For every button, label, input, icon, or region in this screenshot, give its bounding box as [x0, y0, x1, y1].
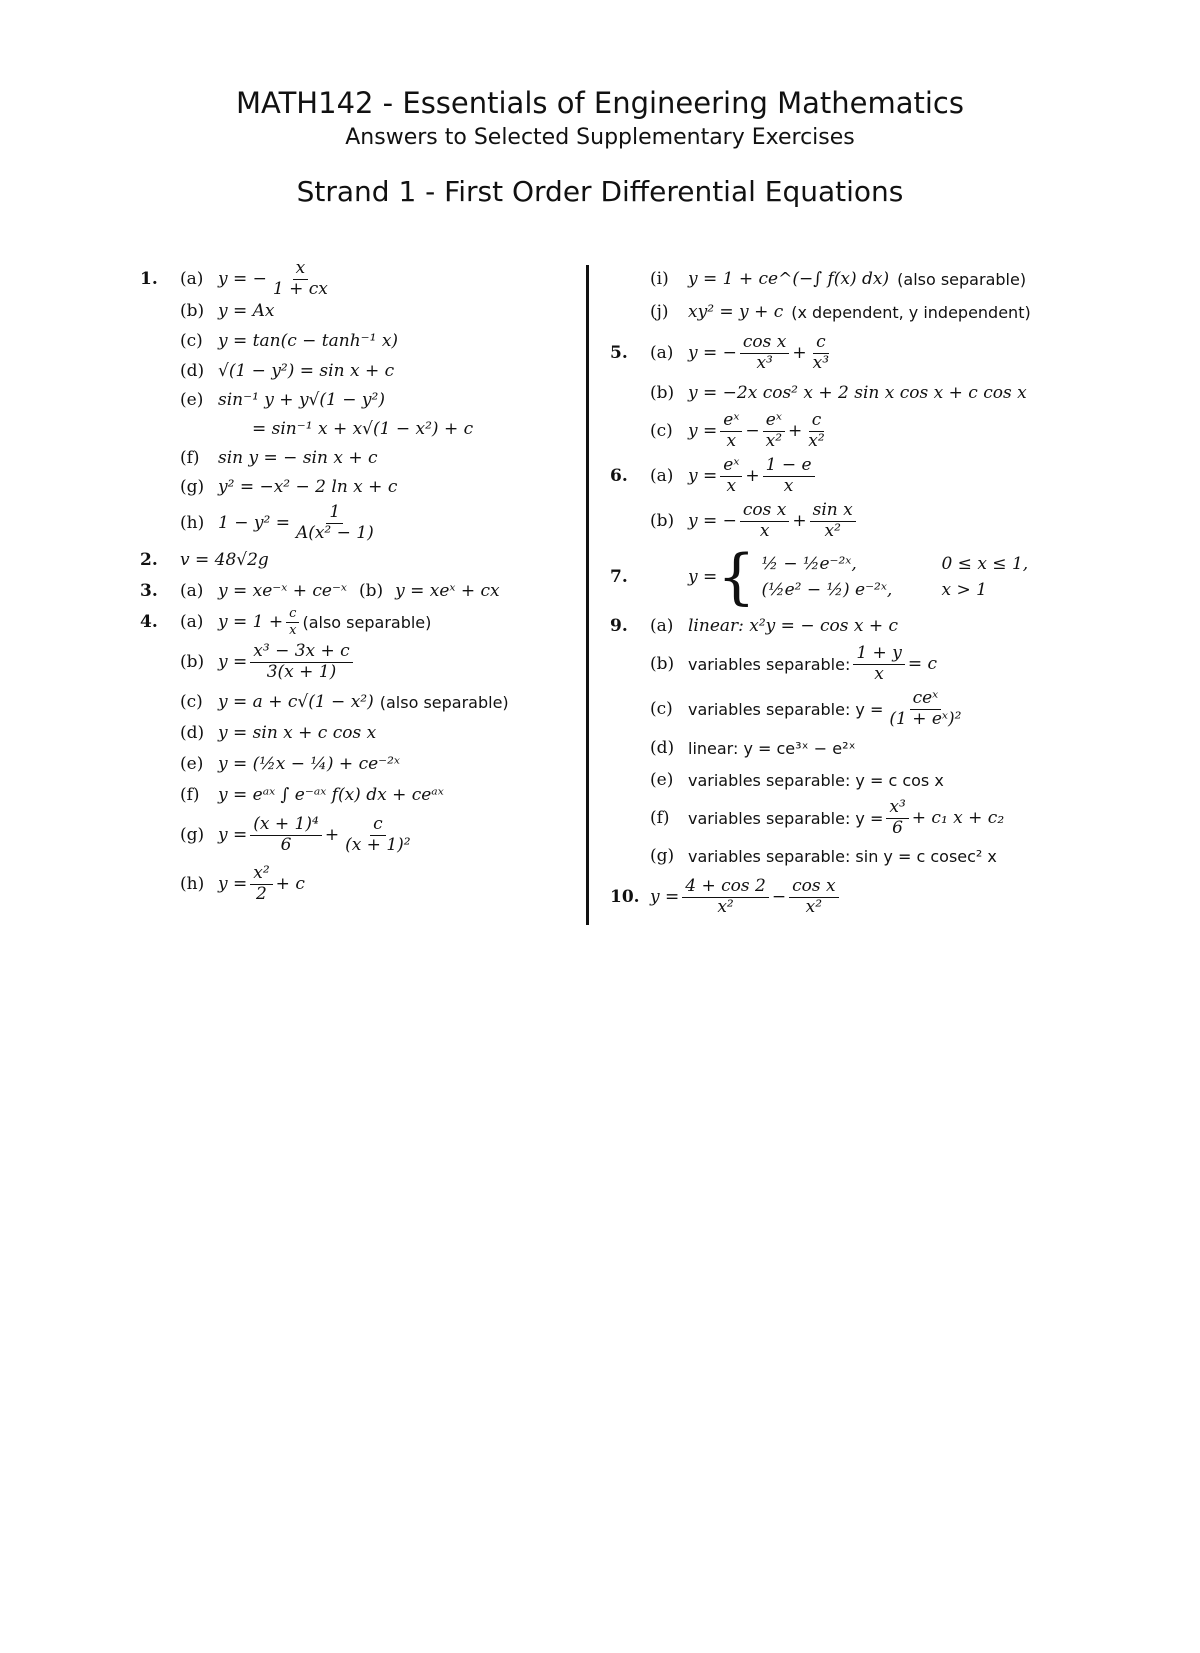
denominator: x [289, 622, 297, 638]
formula: xy² = y + c [688, 302, 784, 322]
formula: y = [650, 887, 680, 907]
formula: y = a + c√(1 − x²) [218, 692, 374, 712]
answer-9c [610, 686, 1080, 732]
fraction [286, 607, 299, 637]
fraction [250, 813, 322, 855]
fraction [763, 454, 815, 496]
answer-1e-cont [140, 414, 570, 444]
numerator: x² [250, 865, 272, 885]
note: (also separable) [379, 692, 509, 712]
part-label: (b) [650, 654, 675, 674]
formula: y = [218, 874, 248, 894]
denominator: A(x² − 1) [295, 522, 374, 543]
fraction [720, 454, 742, 496]
numerator: ceˣ [910, 690, 942, 710]
formula: y = [218, 652, 248, 672]
fraction [853, 642, 904, 684]
column-divider [586, 265, 589, 925]
answer-1e [140, 386, 570, 414]
formula: sin y = − sin x + c [218, 448, 378, 468]
numerator: cos x [740, 502, 789, 522]
numerator: eˣ [720, 457, 742, 477]
formula: y = − [218, 269, 267, 289]
question-number: 6. [610, 466, 628, 486]
fraction [270, 257, 331, 299]
part-label: (c) [180, 692, 203, 712]
fraction [720, 409, 742, 451]
formula: y = − [688, 511, 737, 531]
question-number: 7. [610, 567, 628, 587]
answer-9f [610, 796, 1080, 840]
numerator: sin x [810, 502, 856, 522]
answer-4d [140, 718, 570, 748]
part-label: (b) [358, 581, 384, 601]
denominator: 3(x + 1) [266, 661, 337, 682]
operator: + [324, 825, 340, 845]
numerator: c [809, 412, 825, 432]
denominator: x [726, 475, 737, 496]
answer-5a [610, 328, 1080, 378]
answer-1d [140, 356, 570, 386]
piecewise-cases [761, 554, 1028, 600]
formula: y = − [688, 343, 737, 363]
formula: = c [907, 654, 937, 674]
fraction [789, 875, 838, 917]
page-title: MATH142 - Essentials of Engineering Mathematics [235, 86, 964, 120]
part-label: (a) [180, 612, 204, 632]
fraction [886, 687, 964, 729]
denominator: x [783, 475, 794, 496]
fraction [250, 640, 352, 682]
formula: y² = −x² − 2 ln x + c [218, 477, 398, 497]
part-label: (d) [180, 723, 205, 743]
part-label: (b) [650, 383, 675, 403]
part-label: (j) [650, 302, 669, 322]
numerator: c [286, 607, 299, 623]
answer-4g [140, 810, 570, 860]
formula: y = [688, 567, 718, 587]
fraction [740, 499, 789, 541]
numerator: 1 [326, 504, 343, 524]
part-label: (b) [650, 511, 675, 531]
answer-5c [610, 408, 1080, 454]
fraction [740, 331, 789, 373]
numerator: 1 + y [853, 645, 904, 665]
fraction [682, 875, 769, 917]
part-label: (g) [180, 477, 205, 497]
numerator: cos x [789, 878, 838, 898]
part-label: (b) [180, 301, 205, 321]
numerator: c [370, 816, 386, 836]
question-number: 4. [140, 612, 158, 632]
case-expression: (½e² − ½) e⁻²ˣ, [761, 580, 893, 600]
denominator: x² [805, 896, 823, 917]
denominator: x [759, 520, 770, 541]
formula: y = [688, 421, 718, 441]
case-condition: 0 ≤ x ≤ 1, [941, 554, 1029, 574]
formula: y = (½x − ¼) + ce⁻²ˣ [218, 754, 400, 774]
denominator: x² [824, 520, 841, 541]
formula: y = eᵃˣ ∫ e⁻ᵃˣ f(x) dx + ceᵃˣ [218, 785, 444, 805]
formula: 1 − y² = [218, 513, 290, 533]
formula: y = [688, 466, 718, 486]
answer-5b [610, 378, 1080, 408]
part-label: (a) [650, 466, 674, 486]
formula: variables separable: sin y = c cosec² x [688, 846, 997, 866]
answer-4i [610, 262, 1080, 296]
formula: y = xeˣ + cx [395, 581, 500, 601]
answer-4j [610, 296, 1080, 328]
left-brace-icon: { [717, 542, 756, 612]
numerator: eˣ [763, 412, 785, 432]
right-column [610, 262, 1080, 922]
formula: y = 1 + ce^(−∫ f(x) dx) [688, 269, 890, 289]
fraction [810, 331, 832, 373]
question-number: 5. [610, 343, 628, 363]
formula: + c [275, 874, 305, 894]
part-label: (e) [180, 390, 204, 410]
denominator: x² [765, 430, 783, 451]
case-condition: x > 1 [941, 580, 987, 600]
question-number: 2. [140, 550, 158, 570]
fraction [763, 409, 785, 451]
answer-6a [610, 454, 1080, 498]
answer-9g [610, 840, 1080, 872]
answer-3 [140, 576, 570, 606]
formula: + c₁ x + c₂ [911, 808, 1005, 828]
part-label: (b) [180, 652, 205, 672]
formula: y = [218, 825, 248, 845]
formula: y = 1 + [218, 612, 284, 632]
answer-1h [140, 502, 570, 544]
numerator: cos x [740, 334, 789, 354]
formula: sin⁻¹ y + y√(1 − y²) [218, 390, 385, 410]
strand-heading: Strand 1 - First Order Differential Equations [296, 175, 904, 208]
numerator: x [293, 260, 309, 280]
part-label: (c) [650, 699, 673, 719]
operator: − [745, 421, 760, 441]
part-label: (a) [180, 581, 204, 601]
answer-9d [610, 732, 1080, 764]
numerator: x³ [886, 799, 908, 819]
answer-4c [140, 686, 570, 718]
answer-6b [610, 498, 1080, 544]
denominator: (1 + eˣ)² [889, 708, 962, 729]
answer-1c [140, 326, 570, 356]
part-label: (a) [650, 616, 674, 636]
answer-10 [610, 872, 1080, 922]
answer-4b [140, 638, 570, 686]
part-label: (h) [180, 874, 205, 894]
denominator: 1 + cx [272, 278, 328, 299]
denominator: x³ [756, 352, 773, 373]
denominator: 2 [256, 883, 267, 904]
part-label: (a) [650, 343, 674, 363]
part-label: (d) [650, 738, 675, 758]
part-label: (c) [650, 421, 673, 441]
formula: linear: y = ce³ˣ − e²ˣ [688, 738, 856, 758]
answer-9e [610, 764, 1080, 796]
question-number: 3. [140, 581, 158, 601]
numerator: (x + 1)⁴ [250, 816, 322, 836]
denominator: 6 [892, 817, 903, 838]
part-label: (g) [650, 846, 675, 866]
formula: y = tan(c − tanh⁻¹ x) [218, 331, 399, 351]
fraction [810, 499, 856, 541]
operator: + [788, 421, 803, 441]
note: (x dependent, y independent) [791, 302, 1031, 322]
formula: y = xe⁻ˣ + ce⁻ˣ [218, 581, 347, 601]
part-label: (h) [180, 513, 205, 533]
numerator: eˣ [720, 412, 742, 432]
formula: y = Ax [218, 301, 275, 321]
operator: − [771, 887, 787, 907]
operator: + [792, 511, 807, 531]
left-column [140, 257, 570, 908]
fraction [293, 501, 377, 543]
denominator: x³ [812, 352, 830, 373]
answer-4h [140, 860, 570, 908]
part-label: (i) [650, 269, 669, 289]
formula: variables separable: y = c cos x [688, 770, 944, 790]
note: variables separable: y = [688, 699, 884, 719]
question-number: 9. [610, 616, 628, 636]
answer-1f [140, 444, 570, 472]
denominator: x [874, 663, 884, 684]
denominator: x [726, 430, 737, 451]
denominator: 6 [280, 834, 292, 855]
operator: + [792, 343, 807, 363]
note: (also separable) [897, 269, 1027, 289]
answer-4e [140, 748, 570, 780]
part-label: (e) [180, 754, 204, 774]
page-subtitle: Answers to Selected Supplementary Exercises [345, 125, 855, 150]
numerator: 4 + cos 2 [682, 878, 769, 898]
denominator: x² [808, 430, 825, 451]
answer-7 [610, 544, 1080, 610]
numerator: 1 − e [763, 457, 815, 477]
formula: linear: x²y = − cos x + c [688, 616, 899, 636]
part-label: (a) [180, 269, 204, 289]
part-label: (f) [650, 808, 670, 828]
denominator: x² [717, 896, 734, 917]
formula: = sin⁻¹ x + x√(1 − x²) + c [252, 419, 474, 439]
answer-4a [140, 606, 570, 638]
part-label: (d) [180, 361, 205, 381]
part-label: (g) [180, 825, 205, 845]
answer-1b [140, 296, 570, 326]
answer-4f [140, 780, 570, 810]
answer-1a [140, 257, 570, 299]
note: variables separable: [688, 654, 851, 674]
part-label: (f) [180, 785, 200, 805]
fraction [805, 409, 827, 451]
denominator: (x + 1)² [345, 834, 411, 855]
formula: v = 48√2g [180, 550, 269, 570]
part-label: (e) [650, 770, 674, 790]
answer-1g [140, 472, 570, 502]
fraction [250, 862, 272, 904]
fraction [342, 813, 414, 855]
note: (also separable) [302, 612, 432, 632]
formula: y = −2x cos² x + 2 sin x cos x + c cos x [688, 383, 1027, 403]
answer-2 [140, 544, 570, 576]
operator: + [745, 466, 760, 486]
question-number: 1. [140, 269, 158, 289]
question-number: 10. [610, 887, 640, 907]
fraction [886, 796, 908, 838]
note: variables separable: y = [688, 808, 884, 828]
answer-9b [610, 642, 1080, 686]
part-label: (c) [180, 331, 203, 351]
case-expression: ½ − ½e⁻²ˣ, [761, 554, 857, 574]
part-label: (f) [180, 448, 200, 468]
answer-9a [610, 610, 1080, 642]
numerator: c [813, 334, 829, 354]
numerator: x³ − 3x + c [250, 643, 352, 663]
formula: y = sin x + c cos x [218, 723, 377, 743]
formula: √(1 − y²) = sin x + c [218, 361, 395, 381]
